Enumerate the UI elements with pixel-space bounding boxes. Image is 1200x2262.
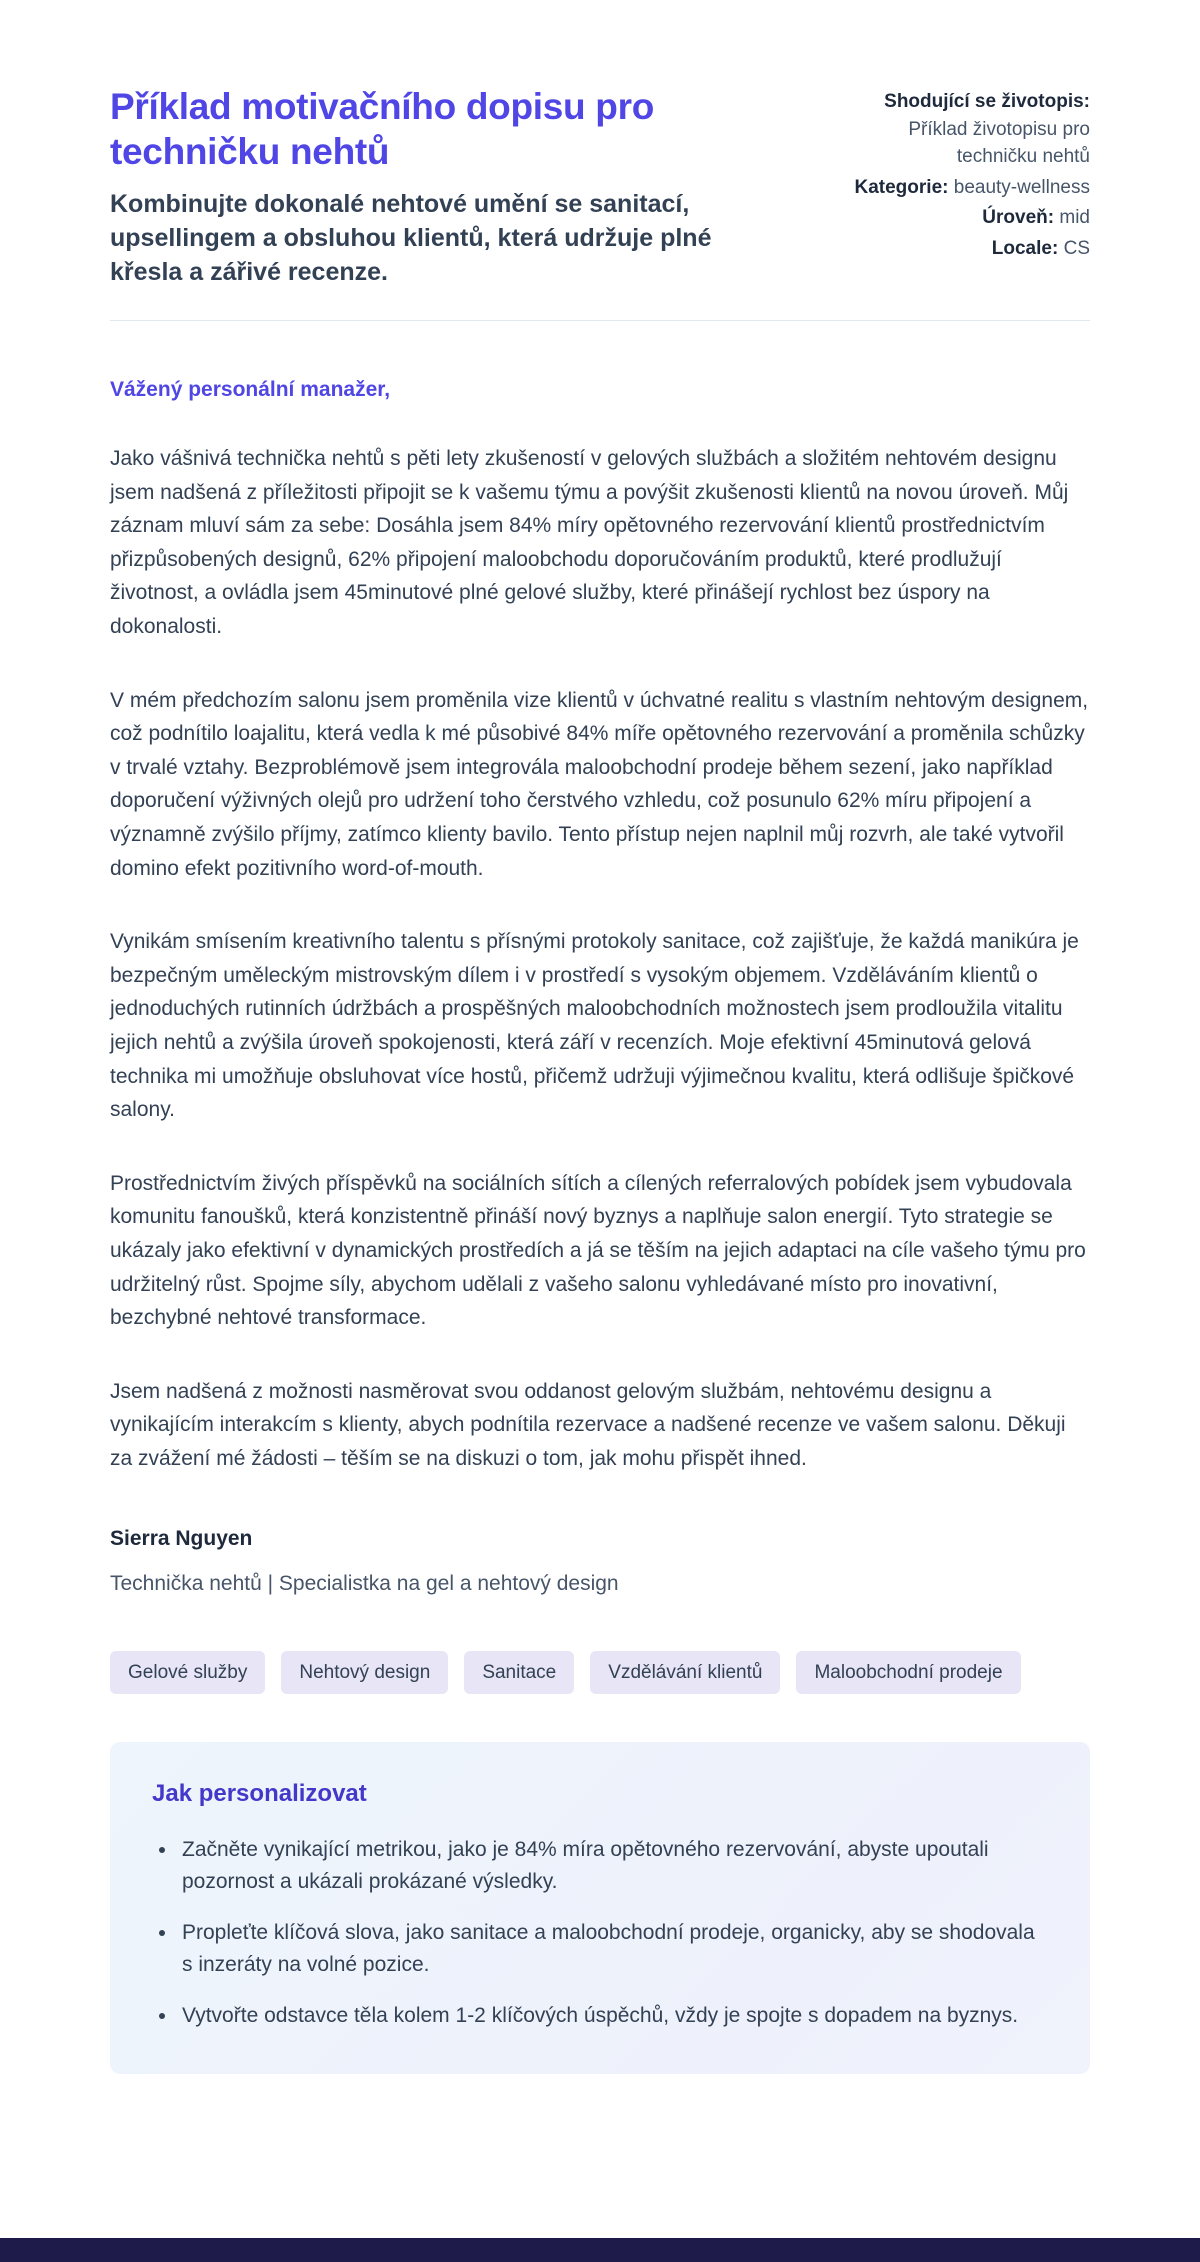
skill-tag: Gelové služby: [110, 1651, 265, 1694]
page-subtitle: Kombinujte dokonalé nehtové umění se sanitací, upsellingem a obsluhou klientů, která udržuje plné křesla a zářivé recenze.: [110, 190, 712, 286]
header-divider: [110, 320, 1090, 321]
meta-row-level: [845, 204, 1090, 232]
footer-bar: [0, 2238, 1200, 2262]
letter-paragraph: V mém předchozím salonu jsem proměnila vize klientů v úchvatné realitu s vlastním nehtovým designem, což podnítilo loajalitu, která vedla k mé působivé 84% míře opětovného rezervování a proměnila schůzky v trvalé vztahy. Bezproblémově jsem integrovála maloobchodní prodeje během sezení, jako například doporučení výživných olejů pro udržení toho čerstvého vzhledu, což posunulo 62% míru připojení a významně zvýšilo příjmy, zatímco klienty bavilo. Tento přístup nejen naplnil můj rozvrh, ale také vytvořil domino efekt pozitivního word-of-mouth.: [110, 688, 1089, 880]
meta-row-category: [845, 174, 1090, 202]
letter-header: [110, 84, 1090, 290]
meta-label-locale: Locale:: [991, 237, 1059, 259]
page-title: Příklad motivačního dopisu pro techničku nehtů: [110, 86, 655, 173]
content-container: [110, 0, 1090, 2074]
letter-paragraph: Prostřednictvím živých příspěvků na sociálních sítích a cílených referralových pobídek jsem vybudovala komunitu fanoušků, která konzistentně přináší nový byznys a naplňuje salon energií. Tyto strategie se ukázaly jako efektivní v dynamických prostředích a já se těším na jejich adaptaci na cíle vašeho týmu pro udržitelný růst. Spojme síly, abychom udělali z vašeho salonu vyhledávané místo pro inovativní, bezchybné nehtové transformace.: [110, 1171, 1086, 1330]
meta-label-matching-resume: Shodující se životopis:: [884, 91, 1090, 112]
meta-row-locale: [845, 235, 1090, 263]
tip-item: • Začněte vynikající metrikou, jako je 84% míra opětovného rezervování, abyste upoutali pozornost a ukázali prokázané výsledky.: [178, 1834, 1048, 1899]
skill-tag: Nehtový design: [281, 1651, 448, 1694]
salutation: Vážený personální manažer,: [110, 377, 391, 401]
signature-name: Sierra Nguyen: [110, 1526, 253, 1550]
skill-tag: Sanitace: [464, 1651, 574, 1694]
meta-panel: [845, 84, 1090, 265]
meta-label-level: Úroveň:: [982, 207, 1055, 229]
skill-tag: Maloobchodní prodeje: [796, 1651, 1020, 1694]
personalization-tips: [110, 1742, 1090, 2075]
meta-value-matching-resume: Příklad životopisu pro techničku nehtů: [908, 118, 1090, 168]
meta-value-category: beauty-wellness: [953, 176, 1090, 198]
letter-paragraph: Vynikám smísením kreativního talentu s přísnými protokoly sanitace, což zajišťuje, že každá manikúra je bezpečným uměleckým mistrovským dílem i v prostředí s vysokým objemem. Vzděláváním klientů o jednoduchých rutinních údržbách a prospěšných maloobchodních možnostech jsem prodloužila vitalitu jejich nehtů a zvýšila úroveň spokojenosti, která září v recenzích. Moje efektivní 45minutová gelová technika mi umožňuje obsluhovat více hostů, přičemž udržuji výjimečnou kvalitu, která odlišuje špičkové salony.: [110, 930, 1079, 1122]
tip-item: • Propleťte klíčová slova, jako sanitace a maloobchodní prodeje, organicky, aby se shodovala s inzeráty na volné pozice.: [178, 1917, 1048, 1982]
tips-heading: Jak personalizovat: [152, 1779, 367, 1807]
header-text: [110, 84, 750, 290]
cover-letter: [110, 373, 1090, 1601]
meta-label-category: Kategorie:: [854, 176, 949, 198]
meta-value-level: mid: [1059, 207, 1090, 229]
letter-paragraph: Jako vášnivá technička nehtů s pěti lety zkušeností v gelových službách a složitém nehtovém designu jsem nadšená z příležitosti připojit se k vašemu týmu a povýšit zkušenosti klientů na novou úroveň. Můj záznam mluví sám za sebe: Dosáhla jsem 84% míry opětovného rezervování klientů prostřednictvím přizpůsobených designů, 62% připojení maloobchodu doporučováním produktů, které prodlužují životnost, a ovládla jsem 45minutové plné gelové služby, které přinášejí rychlost bez úspory na dokonalosti.: [110, 447, 1069, 639]
skill-tags: [110, 1651, 1090, 1694]
skill-tag: Vzdělávání klientů: [590, 1651, 780, 1694]
tip-item: • Vytvořte odstavce těla kolem 1-2 klíčových úspěchů, vždy je spojte s dopadem na byznys.: [178, 2000, 1048, 2033]
signature-role: Technička nehtů | Specialistka na gel a nehtový design: [110, 1572, 619, 1596]
meta-row-matching-resume: [845, 88, 1090, 171]
meta-value-locale: CS: [1063, 237, 1090, 259]
letter-paragraph: Jsem nadšená z možnosti nasměrovat svou oddanost gelovým službám, nehtovému designu a vynikajícím interakcím s klienty, abych podnítila rezervace a nadšené recenze ve vašem salonu. Děkuji za zvážení mé žádosti – těším se na diskuzi o tom, jak mohu přispět ihned.: [110, 1379, 1066, 1470]
tips-list: [152, 1834, 1048, 2033]
